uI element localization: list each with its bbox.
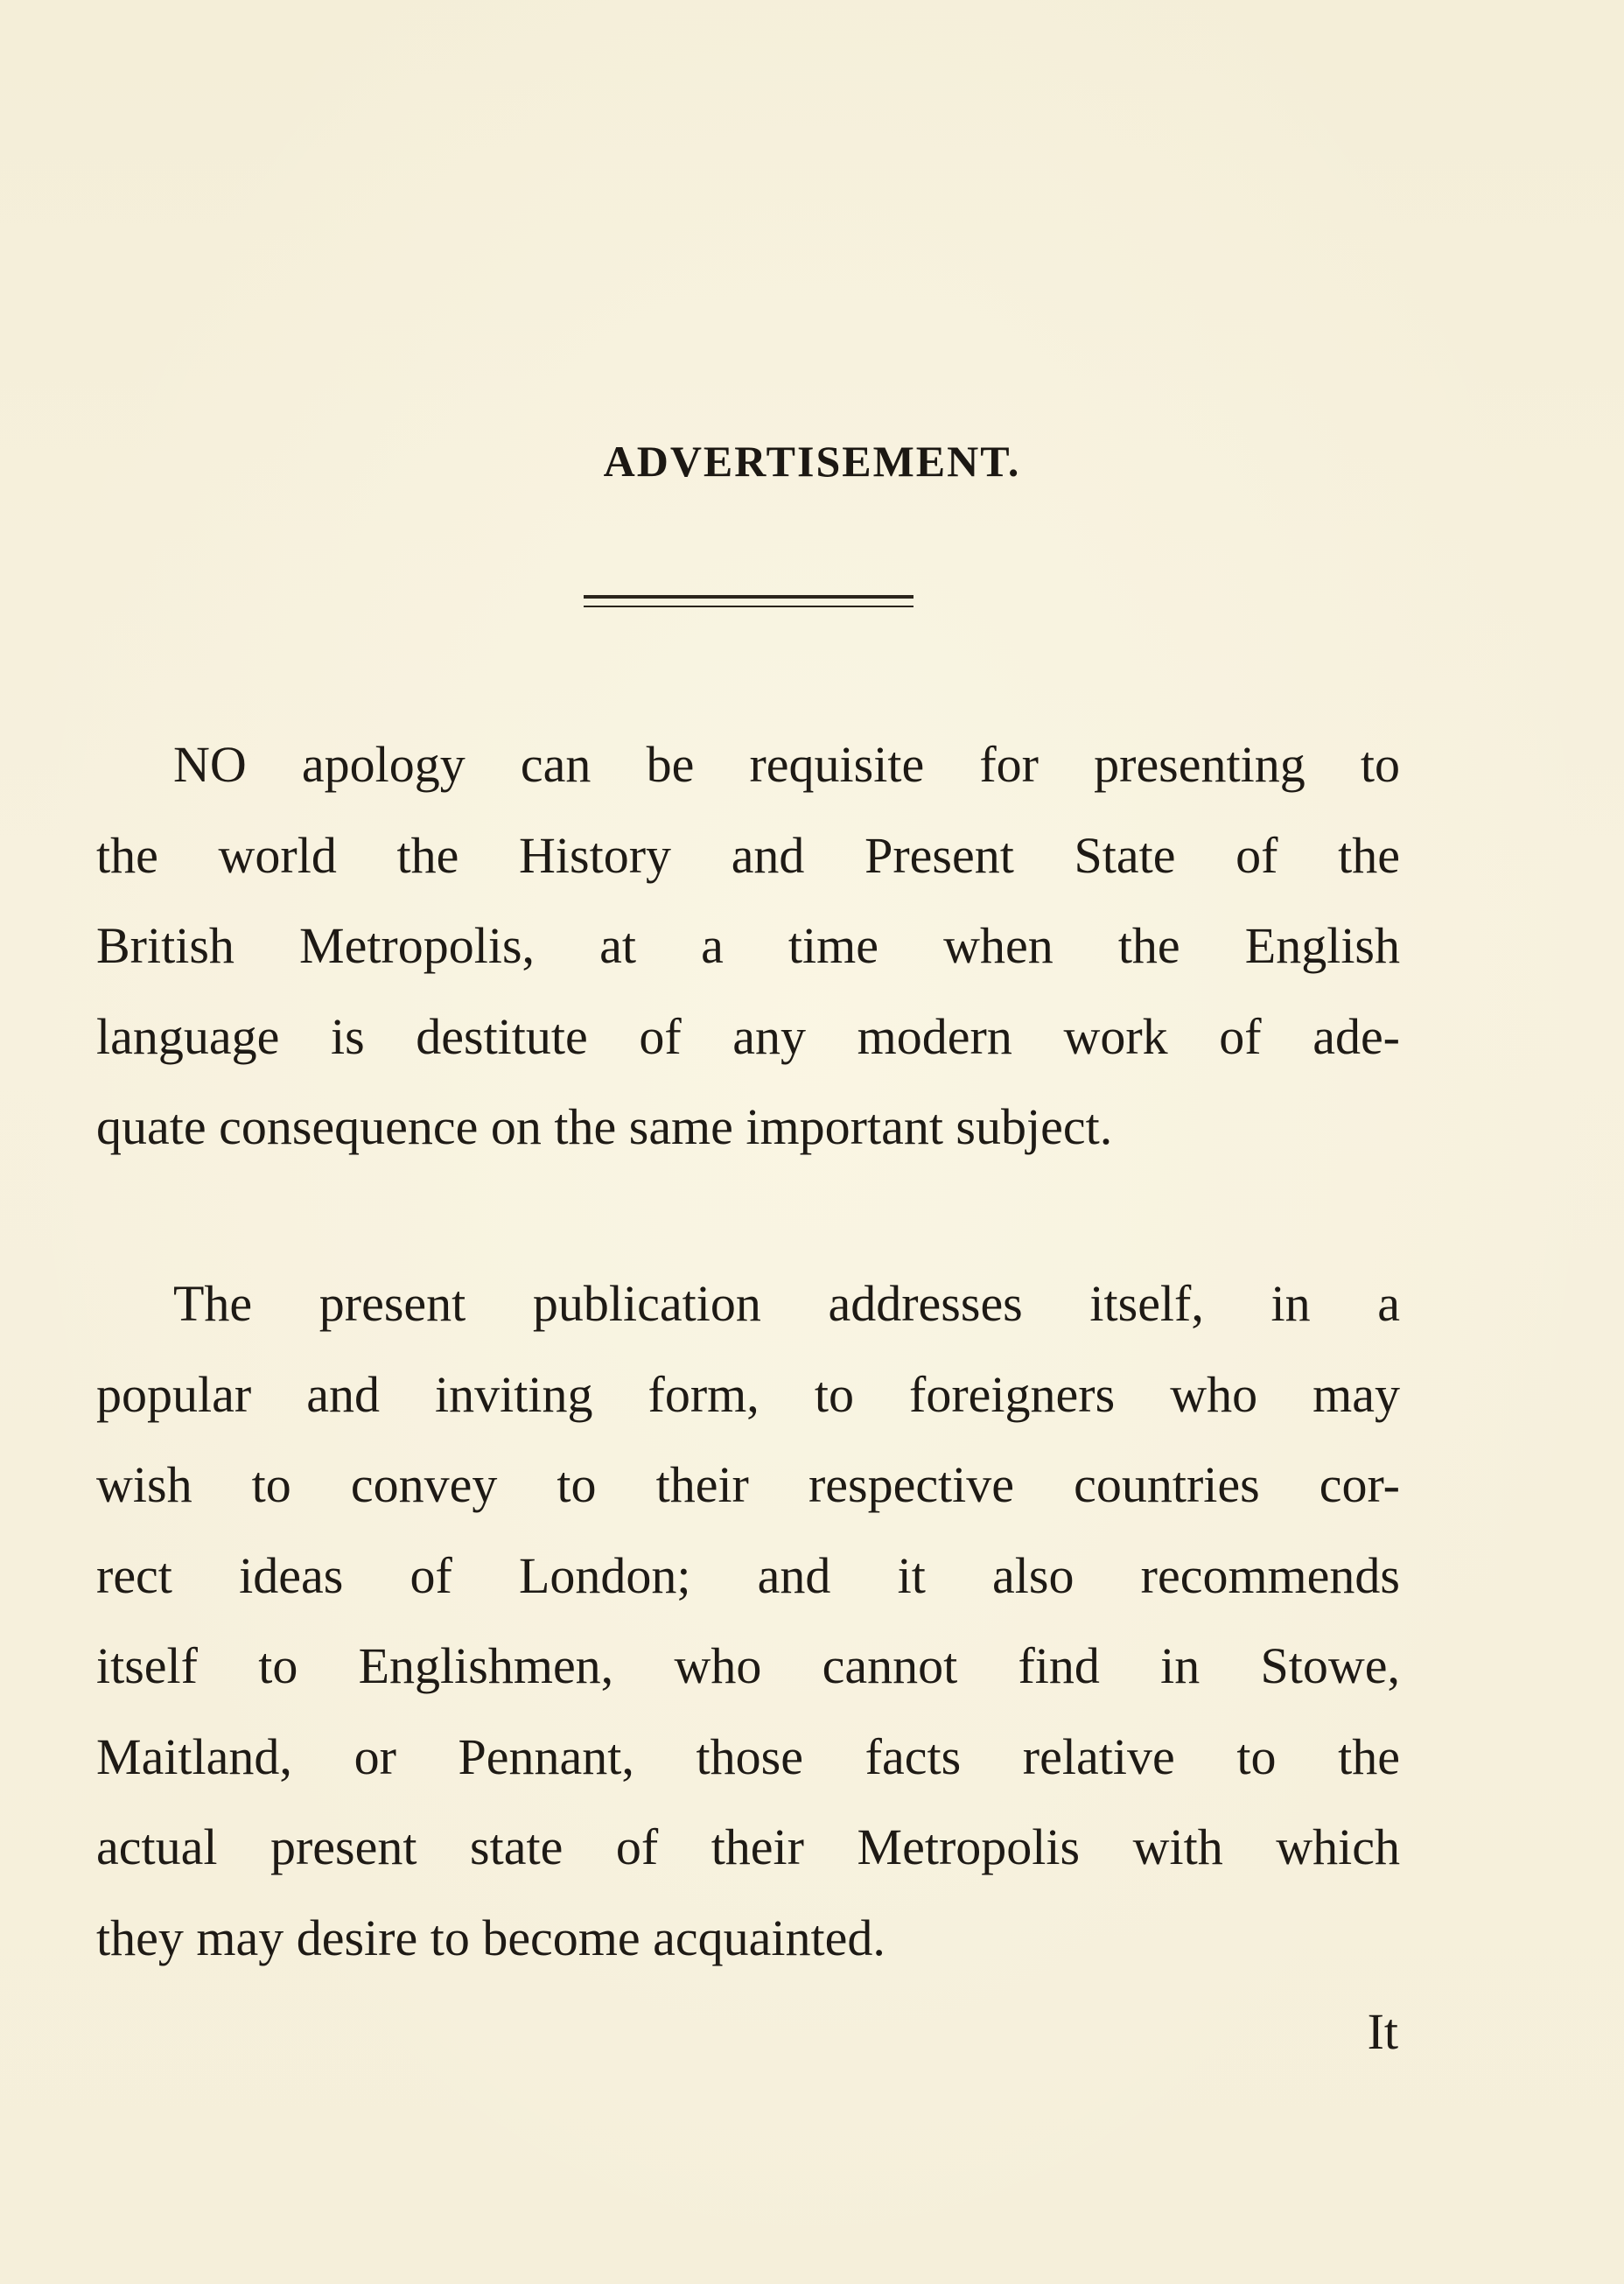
text-line: language is destitute of any modern work of ade- (96, 1007, 1400, 1065)
paragraph-2 (96, 1258, 1400, 1983)
title-rule-thin (584, 606, 914, 607)
text-line: popular and inviting form, to foreigners who may (96, 1365, 1400, 1423)
text-line: the world the History and Present State of the (96, 826, 1400, 884)
title-rule-thick (584, 595, 914, 599)
text-line: itself to Englishmen, who cannot find in Stowe, (96, 1637, 1400, 1694)
text-line: British Metropolis, at a time when the English (96, 917, 1400, 974)
text-line: wish to convey to their respective countries cor- (96, 1456, 1400, 1513)
text-line: actual present state of their Metropolis with which (96, 1818, 1400, 1875)
text-line: quate consequence on the same important subject. (96, 1098, 1113, 1155)
text-line: rect ideas of London; and it also recommends (96, 1546, 1400, 1604)
catchword: It (1367, 2003, 1398, 2060)
paragraph-1 (96, 719, 1400, 1173)
text-line: The present publication addresses itself, in a (173, 1275, 1400, 1332)
page-title: ADVERTISEMENT. (603, 437, 1021, 486)
text-line: they may desire to become acquainted. (96, 1909, 886, 1966)
text-line: NO apology can be requisite for presenting to (173, 736, 1400, 793)
text-line: Maitland, or Pennant, those facts relative to the (96, 1727, 1400, 1785)
